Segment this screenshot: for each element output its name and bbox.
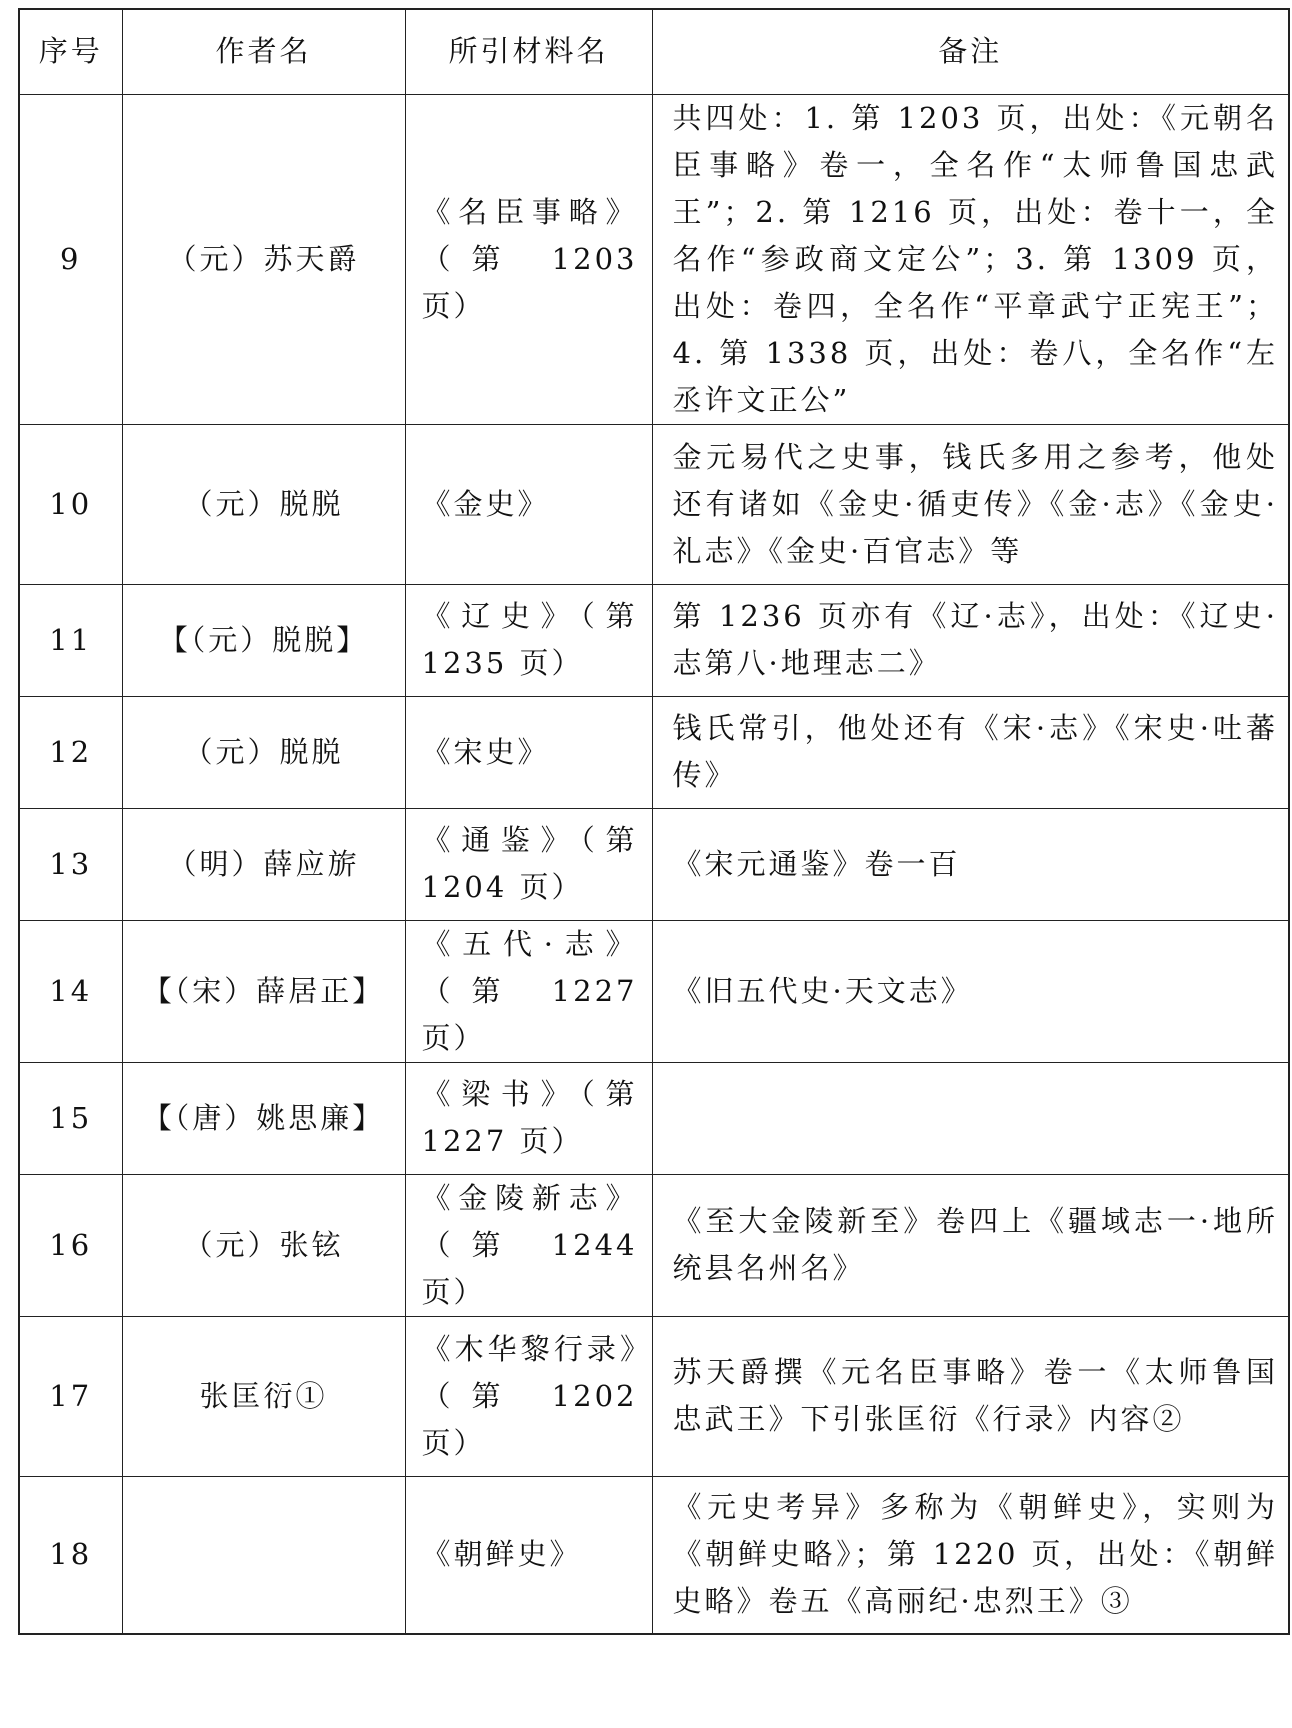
row-author <box>122 1476 405 1634</box>
row-source: 《名臣事略》（第 1203 页） <box>405 94 652 424</box>
table-row <box>19 94 1289 424</box>
header-author: 作者名 <box>122 9 405 94</box>
table-header <box>19 9 1289 94</box>
row-source: 《金陵新志》（第 1244 页） <box>405 1174 652 1316</box>
row-num: 17 <box>19 1316 122 1476</box>
row-author: 张匡衍① <box>122 1316 405 1476</box>
row-num: 15 <box>19 1062 122 1174</box>
row-author: 【（唐）姚思廉】 <box>122 1062 405 1174</box>
table-row <box>19 1062 1289 1174</box>
row-num: 16 <box>19 1174 122 1316</box>
row-note: 第 1236 页亦有《辽·志》，出处：《辽史·志第八·地理志二》 <box>652 584 1289 696</box>
row-num: 12 <box>19 696 122 808</box>
table-row <box>19 1476 1289 1634</box>
row-source: 《宋史》 <box>405 696 652 808</box>
row-note: 共四处：1. 第 1203 页，出处：《元朝名臣事略》卷一，全名作“太师鲁国忠武王”；2. 第 1216 页，出处：卷十一，全名作“参政商文定公”；3. 第 1309 页，出处：卷四，全名作“平章武宁正宪王”；4. 第 1338 页，出处：卷八，全名作“左丞许文正公” <box>652 94 1289 424</box>
row-author: （明）薛应旂 <box>122 808 405 920</box>
row-num: 18 <box>19 1476 122 1634</box>
row-author: （元）脱脱 <box>122 696 405 808</box>
row-note: 《宋元通鉴》卷一百 <box>652 808 1289 920</box>
table-row <box>19 808 1289 920</box>
row-source: 《梁书》（第 1227 页） <box>405 1062 652 1174</box>
row-note: 《至大金陵新至》卷四上《疆域志一·地所统县名州名》 <box>652 1174 1289 1316</box>
table-row <box>19 696 1289 808</box>
row-author: 【（宋）薛居正】 <box>122 920 405 1062</box>
row-num: 13 <box>19 808 122 920</box>
row-note: 《旧五代史·天文志》 <box>652 920 1289 1062</box>
row-author: （元）张铉 <box>122 1174 405 1316</box>
header-source: 所引材料名 <box>405 9 652 94</box>
row-author: （元）脱脱 <box>122 424 405 584</box>
table-row <box>19 1316 1289 1476</box>
row-note: 金元易代之史事，钱氏多用之参考，他处还有诸如《金史·循吏传》《金·志》《金史·礼志》《金史·百官志》等 <box>652 424 1289 584</box>
row-num: 10 <box>19 424 122 584</box>
table-row <box>19 584 1289 696</box>
row-source: 《通鉴》（第 1204 页） <box>405 808 652 920</box>
header-row <box>19 9 1289 94</box>
row-source: 《木华黎行录》（第 1202 页） <box>405 1316 652 1476</box>
citation-table <box>18 8 1290 1635</box>
row-note <box>652 1062 1289 1174</box>
table-body <box>19 94 1289 1634</box>
header-num: 序号 <box>19 9 122 94</box>
row-source: 《辽史》（第 1235 页） <box>405 584 652 696</box>
row-num: 9 <box>19 94 122 424</box>
table-row <box>19 1174 1289 1316</box>
row-note: 《元史考异》多称为《朝鲜史》，实则为《朝鲜史略》；第 1220 页，出处：《朝鲜史略》卷五《高丽纪·忠烈王》③ <box>652 1476 1289 1634</box>
row-author: （元）苏天爵 <box>122 94 405 424</box>
row-author: 【（元）脱脱】 <box>122 584 405 696</box>
table-row <box>19 920 1289 1062</box>
table-row <box>19 424 1289 584</box>
row-note: 钱氏常引，他处还有《宋·志》《宋史·吐蕃传》 <box>652 696 1289 808</box>
row-num: 11 <box>19 584 122 696</box>
row-source: 《五代·志》（第 1227 页） <box>405 920 652 1062</box>
row-source: 《金史》 <box>405 424 652 584</box>
header-note: 备注 <box>652 9 1289 94</box>
row-num: 14 <box>19 920 122 1062</box>
row-source: 《朝鲜史》 <box>405 1476 652 1634</box>
row-note: 苏天爵撰《元名臣事略》卷一《太师鲁国忠武王》下引张匡衍《行录》内容② <box>652 1316 1289 1476</box>
